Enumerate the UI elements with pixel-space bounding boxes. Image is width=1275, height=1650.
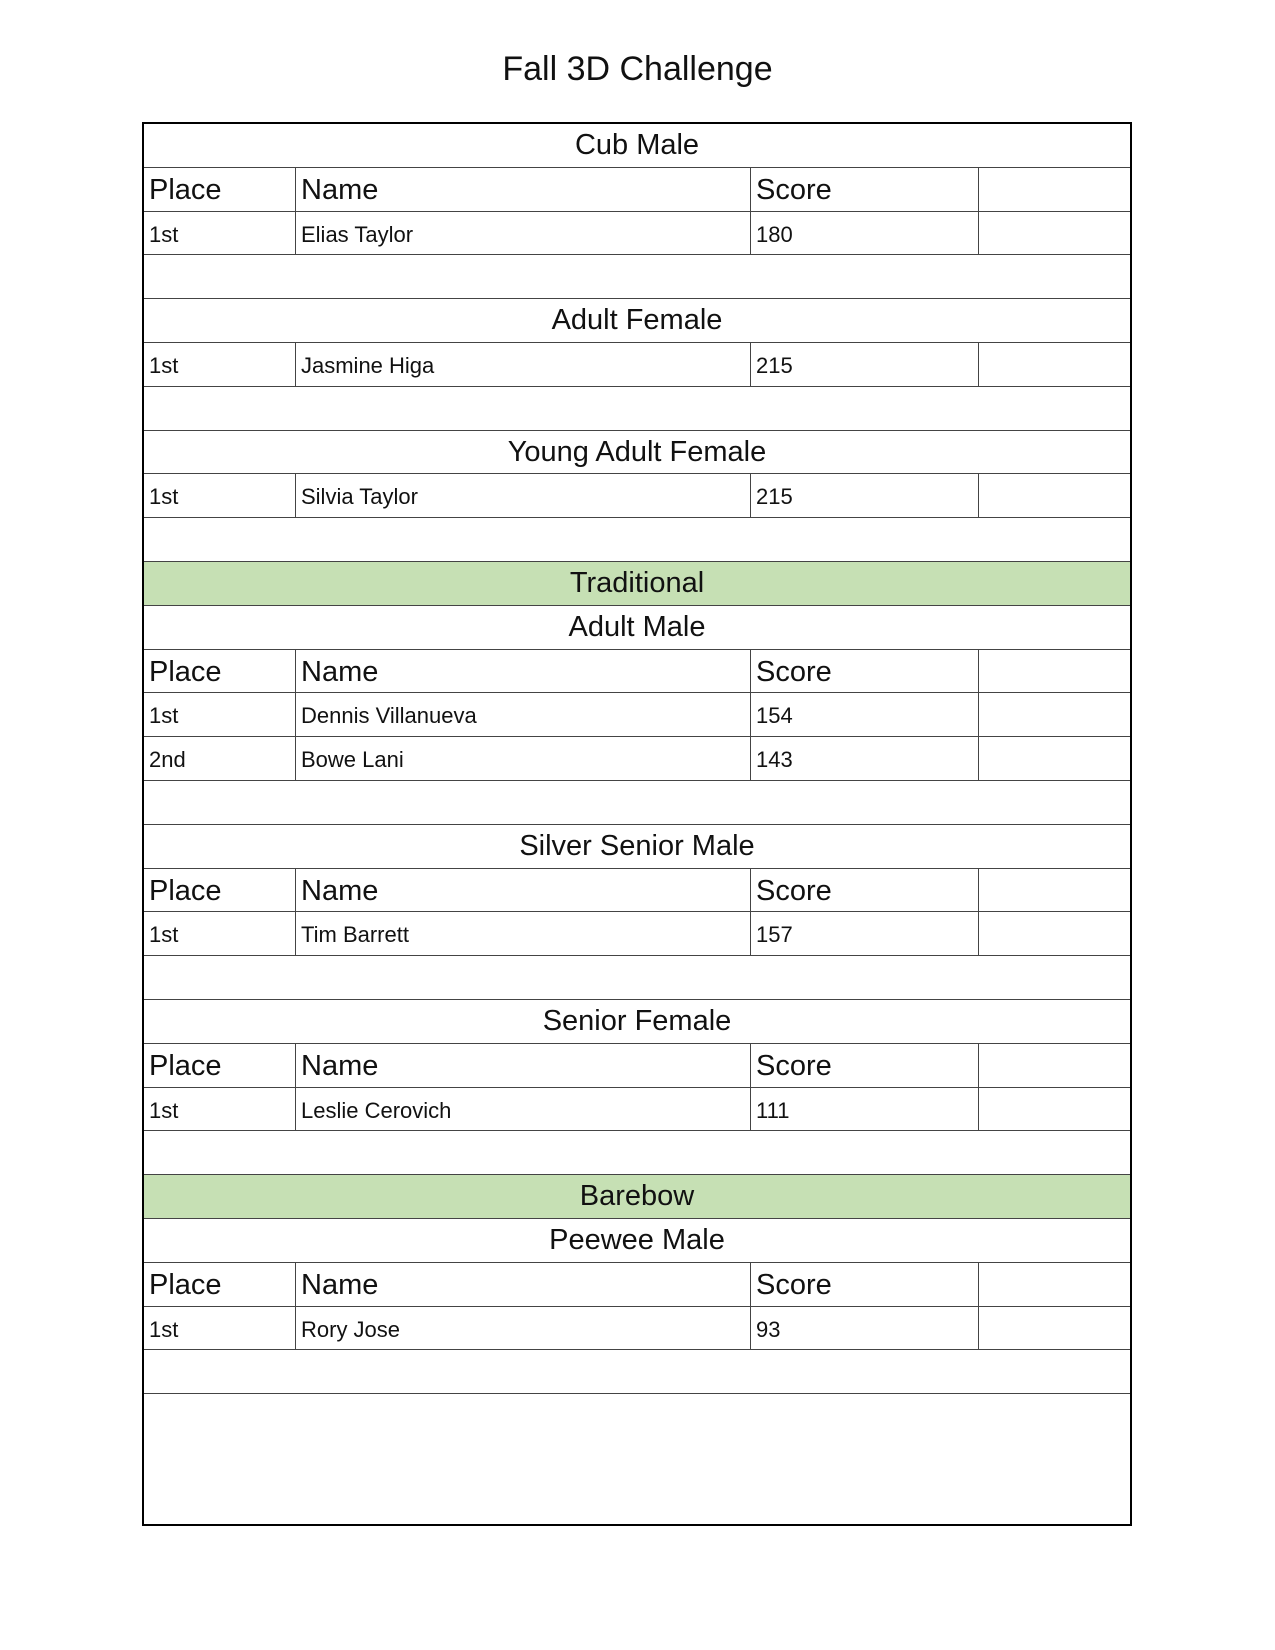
- table-row: [144, 343, 1130, 387]
- spacer-row: [144, 1350, 1130, 1394]
- blank-cell: [979, 1088, 1130, 1131]
- column-header-row: [144, 1044, 1130, 1088]
- blank-header: [979, 1263, 1130, 1306]
- table-row: [144, 912, 1130, 956]
- spacer-row: [144, 518, 1130, 562]
- score-cell: 143: [751, 737, 979, 780]
- blank-cell: [979, 474, 1130, 517]
- score-header: Score: [751, 168, 979, 211]
- score-cell: 157: [751, 912, 979, 955]
- table-row: [144, 737, 1130, 781]
- division-label: Traditional: [569, 566, 705, 599]
- category-heading: [144, 431, 1130, 475]
- spacer-row: [144, 1131, 1130, 1175]
- column-header-row: [144, 869, 1130, 913]
- score-header: Score: [751, 650, 979, 693]
- table-row: [144, 212, 1130, 256]
- name-header: Name: [296, 1263, 751, 1306]
- category-heading: [144, 825, 1130, 869]
- score-header: Score: [751, 1044, 979, 1087]
- score-cell: 111: [751, 1088, 979, 1131]
- name-cell: Elias Taylor: [296, 212, 751, 255]
- empty-area: [144, 1394, 1130, 1525]
- score-cell: 180: [751, 212, 979, 255]
- category-label: Adult Female: [551, 304, 723, 337]
- category-heading: [144, 124, 1130, 168]
- category-label: Peewee Male: [549, 1223, 725, 1256]
- column-header-row: [144, 168, 1130, 212]
- table-row: [144, 474, 1130, 518]
- place-header: Place: [144, 650, 296, 693]
- page-title: Fall 3D Challenge: [502, 50, 773, 88]
- place-header: Place: [144, 1044, 296, 1087]
- table-row: [144, 693, 1130, 737]
- place-cell: 1st: [144, 912, 296, 955]
- place-cell: 1st: [144, 212, 296, 255]
- category-label: Cub Male: [574, 129, 700, 161]
- place-header: Place: [144, 869, 296, 912]
- place-cell: 1st: [144, 1088, 296, 1131]
- score-cell: 215: [751, 343, 979, 386]
- table-row: [144, 1307, 1130, 1351]
- name-cell: Leslie Cerovich: [296, 1088, 751, 1131]
- category-label: Young Adult Female: [507, 435, 767, 468]
- blank-header: [979, 869, 1130, 912]
- blank-cell: [979, 737, 1130, 780]
- place-cell: 1st: [144, 474, 296, 517]
- place-cell: 1st: [144, 1307, 296, 1350]
- division-band: [144, 562, 1130, 606]
- blank-header: [979, 168, 1130, 211]
- blank-header: [979, 650, 1130, 693]
- name-cell: Jasmine Higa: [296, 343, 751, 386]
- score-cell: 154: [751, 693, 979, 736]
- name-cell: Tim Barrett: [296, 912, 751, 955]
- category-label: Senior Female: [542, 1004, 732, 1037]
- category-heading: [144, 606, 1130, 650]
- division-band: [144, 1175, 1130, 1219]
- category-label: Silver Senior Male: [519, 829, 755, 862]
- score-cell: 93: [751, 1307, 979, 1350]
- score-cell: 215: [751, 474, 979, 517]
- name-cell: Silvia Taylor: [296, 474, 751, 517]
- name-header: Name: [296, 869, 751, 912]
- blank-cell: [979, 1307, 1130, 1350]
- category-heading: [144, 299, 1130, 343]
- blank-cell: [979, 912, 1130, 955]
- spacer-row: [144, 255, 1130, 299]
- blank-header: [979, 1044, 1130, 1087]
- category-heading: [144, 1000, 1130, 1044]
- spacer-row: [144, 781, 1130, 825]
- name-header: Name: [296, 168, 751, 211]
- name-cell: Bowe Lani: [296, 737, 751, 780]
- name-header: Name: [296, 1044, 751, 1087]
- category-label: Adult Male: [568, 610, 706, 643]
- spacer-row: [144, 387, 1130, 431]
- name-header: Name: [296, 650, 751, 693]
- score-header: Score: [751, 869, 979, 912]
- score-header: Score: [751, 1263, 979, 1306]
- blank-cell: [979, 343, 1130, 386]
- place-header: Place: [144, 168, 296, 211]
- column-header-row: [144, 650, 1130, 694]
- category-heading: [144, 1219, 1130, 1263]
- place-cell: 2nd: [144, 737, 296, 780]
- table-row: [144, 1088, 1130, 1132]
- blank-cell: [979, 212, 1130, 255]
- division-label: Barebow: [579, 1180, 695, 1213]
- place-cell: 1st: [144, 693, 296, 736]
- spacer-row: [144, 956, 1130, 1000]
- results-table: [142, 122, 1132, 1526]
- name-cell: Dennis Villanueva: [296, 693, 751, 736]
- place-header: Place: [144, 1263, 296, 1306]
- column-header-row: [144, 1263, 1130, 1307]
- place-cell: 1st: [144, 343, 296, 386]
- name-cell: Rory Jose: [296, 1307, 751, 1350]
- blank-cell: [979, 693, 1130, 736]
